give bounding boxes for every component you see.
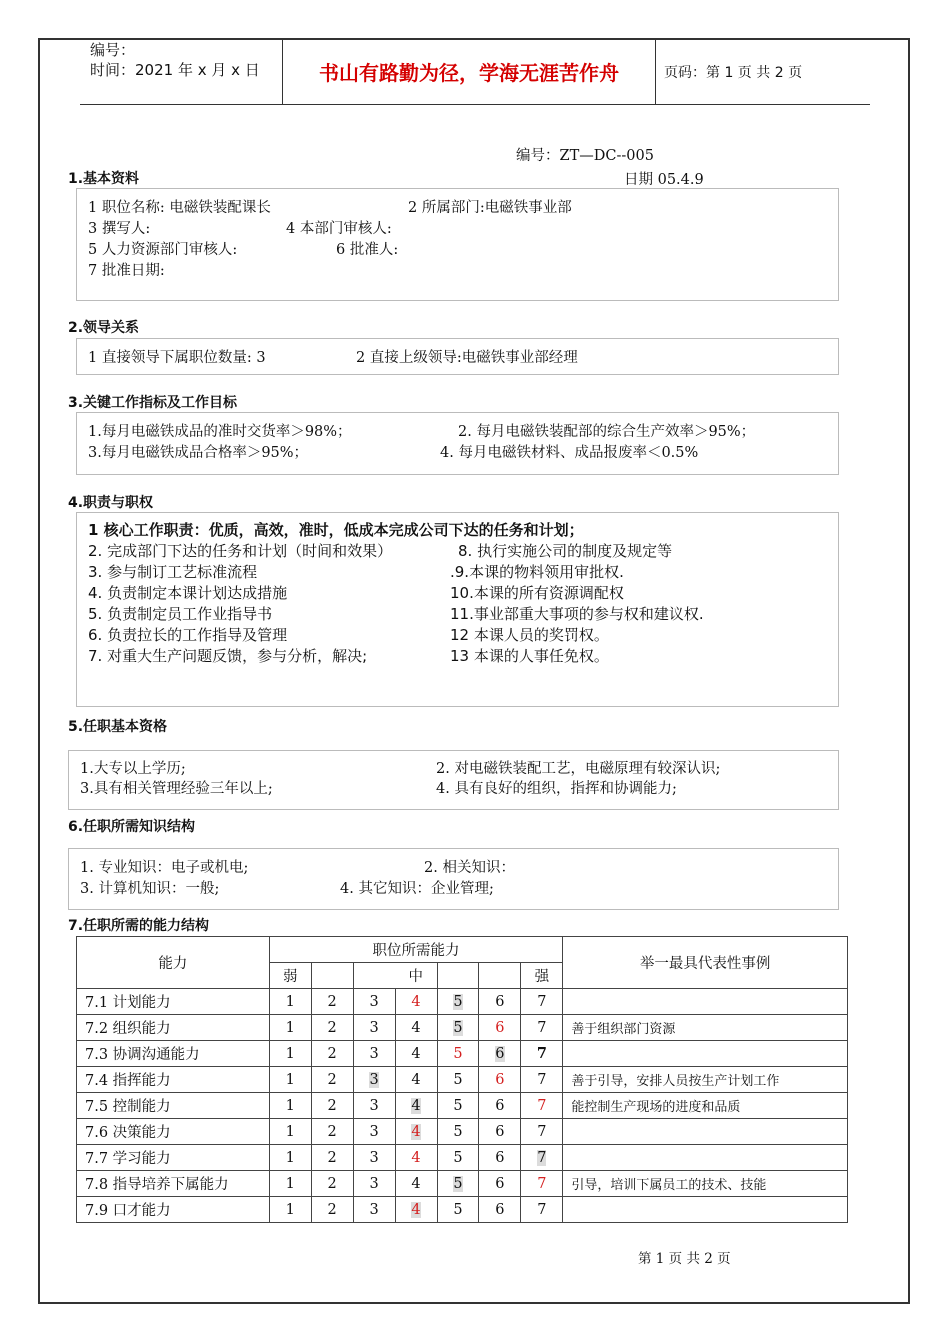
score-cell: 4 [395, 1171, 437, 1197]
score-cell: 2 [311, 1067, 353, 1093]
score-cell: 7 [521, 1119, 563, 1145]
score-cell: 7 [521, 1197, 563, 1223]
section-duties: 4.职责与职权 [68, 495, 154, 511]
ability-example: 善于引导，安排人员按生产计划工作 [563, 1067, 848, 1093]
score-cell: 3 [353, 1093, 395, 1119]
table-row [77, 1171, 848, 1197]
score-cell-marked: 7 [521, 1171, 563, 1197]
knowledge-d: 4. 其它知识：企业管理; [340, 881, 494, 897]
basic-line-3a: 5 人力资源部门审核人: [88, 242, 238, 258]
score-cell: 5 [437, 1119, 479, 1145]
score-cell [521, 1145, 563, 1171]
score-cell: 7 [521, 1067, 563, 1093]
duty-right-2: .9.本课的物料领用审批权. [450, 563, 624, 581]
section-kpi: 3.关键工作指标及工作目标 [68, 395, 238, 411]
score-cell: 7 [521, 1041, 563, 1067]
ability-example [563, 1145, 848, 1171]
kpi-d: 4. 每月电磁铁材料、成品报废率＜0.5% [440, 445, 699, 461]
score-cell-marked: 5 [437, 1041, 479, 1067]
score-cell-marked: 6 [479, 1067, 521, 1093]
score-highlight: 5 [453, 1019, 463, 1036]
score-cell: 2 [311, 1145, 353, 1171]
table-row [77, 1119, 848, 1145]
score-cell: 3 [353, 1197, 395, 1223]
page-header [80, 38, 870, 105]
ability-example [563, 1041, 848, 1067]
ability-example: 善于组织部门资源 [563, 1015, 848, 1041]
page-info: 页码：第 1 页 共 2 页 [664, 65, 803, 81]
section-leadership: 2.领导关系 [68, 320, 140, 336]
ability-name: 7.2 组织能力 [77, 1015, 270, 1041]
duty-core: 1 核心工作职责：优质，高效，准时，低成本完成公司下达的任务和计划； [88, 521, 584, 539]
score-highlight: 5 [453, 993, 463, 1010]
table-row [77, 989, 848, 1015]
kpi-b: 2. 每月电磁铁装配部的综合生产效率＞95%； [458, 424, 756, 440]
ability-name: 7.3 协调沟通能力 [77, 1041, 270, 1067]
knowledge-b: 2. 相关知识： [424, 860, 515, 876]
ability-name: 7.8 指导培养下属能力 [77, 1171, 270, 1197]
duty-left-1: 2. 完成部门下达的任务和计划（时间和效果） [88, 542, 393, 560]
score-cell: 2 [311, 989, 353, 1015]
score-cell: 5 [437, 1145, 479, 1171]
score-cell: 1 [269, 1145, 311, 1171]
qual-d: 4. 具有良好的组织，指挥和协调能力; [436, 781, 677, 797]
score-cell: 6 [479, 1171, 521, 1197]
section-knowledge: 6.任职所需知识结构 [68, 819, 196, 835]
ability-name: 7.1 计划能力 [77, 989, 270, 1015]
kpi-c: 3.每月电磁铁成品合格率＞95%； [88, 445, 309, 461]
score-cell: 3 [353, 1041, 395, 1067]
qual-b: 2. 对电磁铁装配工艺，电磁原理有较深认识; [436, 761, 721, 777]
basic-line-2a: 3 撰写人: [88, 221, 151, 237]
duty-left-2: 3. 参与制订工艺标准流程 [88, 563, 258, 581]
score-cell-marked [395, 1119, 437, 1145]
basic-line-1a: 1 职位名称: 电磁铁装配课长 [88, 200, 271, 216]
scale-weak: 弱 [269, 963, 311, 989]
score-cell [353, 1067, 395, 1093]
duty-right-1: 8. 执行实施公司的制度及规定等 [458, 542, 673, 560]
score-cell [437, 1171, 479, 1197]
score-highlight: 4 [411, 1097, 421, 1114]
ability-example: 能控制生产现场的进度和品质 [563, 1093, 848, 1119]
score-cell: 3 [353, 1171, 395, 1197]
score-highlight: 7 [537, 1149, 547, 1166]
basic-line-2b: 4 本部门审核人: [286, 221, 392, 237]
score-cell: 1 [269, 1171, 311, 1197]
section-abilities: 7.任职所需的能力结构 [68, 918, 210, 934]
motto: 书山有路勤为径，学海无涯苦作舟 [282, 38, 656, 104]
score-cell: 2 [311, 1119, 353, 1145]
duty-right-3: 10.本课的所有资源调配权 [450, 584, 624, 602]
table-header-row [77, 937, 848, 963]
score-cell-marked: 4 [395, 1145, 437, 1171]
score-cell-marked [395, 1197, 437, 1223]
ability-name: 7.7 学习能力 [77, 1145, 270, 1171]
duty-left-6: 7. 对重大生产问题反馈，参与分析，解决; [88, 647, 368, 665]
col-ability: 能力 [77, 937, 270, 989]
ability-table [76, 936, 848, 1223]
ability-example [563, 1119, 848, 1145]
score-cell: 1 [269, 1067, 311, 1093]
score-cell-marked: 6 [479, 1015, 521, 1041]
ability-example [563, 1197, 848, 1223]
score-cell: 6 [479, 1145, 521, 1171]
score-cell-marked: 7 [521, 1093, 563, 1119]
score-cell [437, 989, 479, 1015]
duty-right-6: 13 本课的人事任免权。 [450, 647, 609, 665]
score-cell: 3 [353, 1145, 395, 1171]
duty-left-5: 6. 负责拉长的工作指导及管理 [88, 626, 288, 644]
score-cell: 4 [395, 1067, 437, 1093]
duty-right-5: 12 本课人员的奖罚权。 [450, 626, 609, 644]
score-highlight: 4 [411, 1123, 421, 1140]
table-row [77, 1041, 848, 1067]
score-cell: 2 [311, 1015, 353, 1041]
code-label: 编号： [90, 41, 136, 59]
score-cell [479, 1041, 521, 1067]
ability-example [563, 989, 848, 1015]
score-highlight: 5 [453, 1175, 463, 1192]
col-example: 举一最具代表性事例 [563, 937, 848, 989]
qual-c: 3.具有相关管理经验三年以上; [80, 781, 273, 797]
score-highlight: 3 [369, 1071, 379, 1088]
doc-date: 日期 05.4.9 [624, 172, 704, 188]
date-line: 时间：2021 年 x 月 x 日 [90, 61, 260, 79]
kpi-a: 1.每月电磁铁成品的准时交货率＞98%； [88, 424, 352, 440]
leadership-b: 2 直接上级领导:电磁铁事业部经理 [356, 350, 578, 366]
score-highlight: 4 [411, 1201, 421, 1218]
score-cell: 3 [353, 1119, 395, 1145]
ability-example: 引导，培训下属员工的技术、技能 [563, 1171, 848, 1197]
duty-left-4: 5. 负责制定员工作业指导书 [88, 605, 273, 623]
qual-a: 1.大专以上学历; [80, 761, 186, 777]
score-cell: 6 [479, 1093, 521, 1119]
score-cell: 5 [437, 1067, 479, 1093]
score-cell-marked: 4 [395, 989, 437, 1015]
section-qualifications: 5.任职基本资格 [68, 719, 168, 735]
ability-name: 7.9 口才能力 [77, 1197, 270, 1223]
score-cell: 2 [311, 1041, 353, 1067]
ability-name: 7.6 决策能力 [77, 1119, 270, 1145]
score-cell: 6 [479, 989, 521, 1015]
score-cell: 4 [395, 1015, 437, 1041]
duty-left-3: 4. 负责制定本课计划达成措施 [88, 584, 288, 602]
doc-code: 编号：ZT—DC--005 [516, 148, 654, 164]
score-cell: 6 [479, 1119, 521, 1145]
ability-name: 7.5 控制能力 [77, 1093, 270, 1119]
score-cell: 3 [353, 989, 395, 1015]
scale-strong: 强 [521, 963, 563, 989]
score-cell: 6 [479, 1197, 521, 1223]
table-row [77, 1145, 848, 1171]
header-left [90, 40, 260, 80]
score-cell: 1 [269, 1197, 311, 1223]
knowledge-c: 3. 计算机知识：一般; [80, 881, 220, 897]
score-cell: 2 [311, 1197, 353, 1223]
basic-line-3b: 6 批准人: [336, 242, 399, 258]
section-basic-info: 1.基本资料 [68, 171, 140, 187]
score-highlight: 6 [495, 1045, 505, 1062]
score-cell: 5 [437, 1093, 479, 1119]
score-cell [437, 1015, 479, 1041]
score-cell: 7 [521, 989, 563, 1015]
score-cell: 1 [269, 1093, 311, 1119]
ability-name: 7.4 指挥能力 [77, 1067, 270, 1093]
page-footer: 第 1 页 共 2 页 [638, 1251, 731, 1267]
score-cell: 4 [395, 1041, 437, 1067]
table-row [77, 1197, 848, 1223]
col-required: 职位所需能力 [269, 937, 563, 963]
score-cell [395, 1093, 437, 1119]
leadership-a: 1 直接领导下属职位数量: 3 [88, 350, 266, 366]
score-cell: 5 [437, 1197, 479, 1223]
score-cell: 2 [311, 1171, 353, 1197]
score-cell: 7 [521, 1015, 563, 1041]
score-cell: 3 [353, 1015, 395, 1041]
score-cell: 1 [269, 1015, 311, 1041]
score-cell: 2 [311, 1093, 353, 1119]
scale-mid: 中 [395, 963, 437, 989]
basic-line-4a: 7 批准日期: [88, 263, 165, 279]
basic-line-1b: 2 所属部门:电磁铁事业部 [408, 200, 572, 216]
table-row [77, 1015, 848, 1041]
score-cell: 1 [269, 989, 311, 1015]
table-row [77, 1093, 848, 1119]
knowledge-a: 1. 专业知识：电子或机电; [80, 860, 249, 876]
table-row [77, 1067, 848, 1093]
duty-right-4: 11.事业部重大事项的参与权和建议权. [450, 605, 704, 623]
score-cell: 1 [269, 1041, 311, 1067]
score-cell: 1 [269, 1119, 311, 1145]
